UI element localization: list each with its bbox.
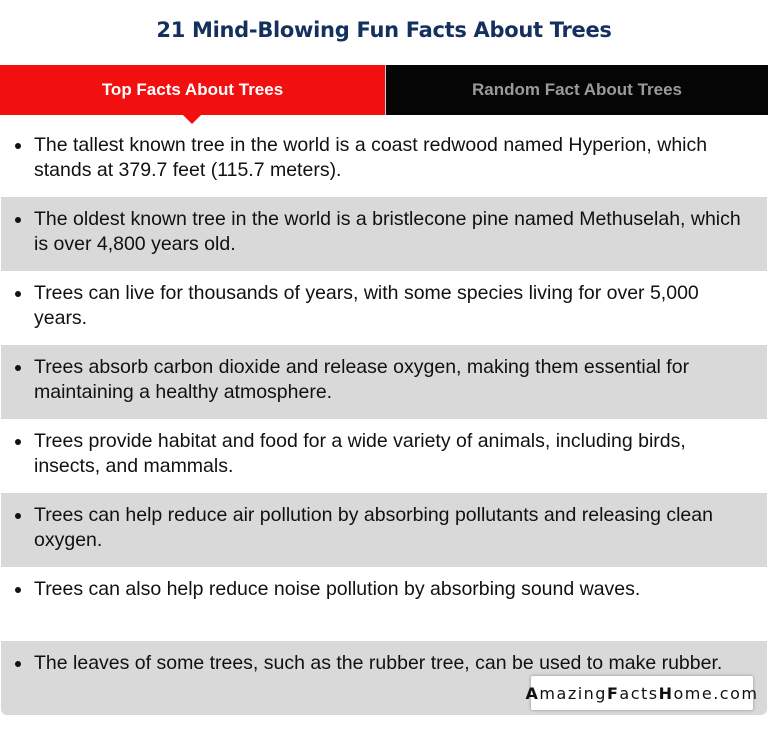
fact-item <box>1 123 767 197</box>
fact-text: Trees can live for thousands of years, with some species living for over 5,000 years. <box>34 282 699 329</box>
bullet-icon <box>15 513 21 519</box>
tab-top-facts-label: Top Facts About Trees <box>101 80 284 99</box>
tab-top-facts[interactable] <box>0 65 385 115</box>
tab-bar <box>0 65 768 115</box>
logo-part: F <box>606 683 620 703</box>
site-logo <box>525 676 759 710</box>
fact-text: Trees provide habitat and food for a wide variety of animals, including birds, insects, and mammals. <box>34 430 686 477</box>
fact-text: The oldest known tree in the world is a bristlecone pine named Methuselah, which is over 4,800 years old. <box>34 208 741 255</box>
fact-item <box>1 493 767 567</box>
page-title: 21 Mind-Blowing Fun Facts About Trees <box>156 18 612 42</box>
fact-text: Trees can also help reduce noise pollution by absorbing sound waves. <box>34 578 641 600</box>
fact-text: The leaves of some trees, such as the rubber tree, can be used to make rubber. <box>34 652 723 674</box>
bullet-icon <box>15 143 21 149</box>
tab-random-fact[interactable] <box>385 65 768 115</box>
fact-item <box>1 345 767 419</box>
logo-part: mazing <box>539 683 607 703</box>
fact-item <box>1 567 767 641</box>
bullet-icon <box>15 291 21 297</box>
facts-list <box>1 123 767 715</box>
bullet-icon <box>15 439 21 445</box>
logo-part: acts <box>619 683 659 703</box>
tab-random-fact-label: Random Fact About Trees <box>471 80 682 99</box>
fact-text: Trees absorb carbon dioxide and release oxygen, making them essential for maintaining a healthy atmosphere. <box>34 356 690 403</box>
bullet-icon <box>15 587 21 593</box>
bullet-icon <box>15 661 21 667</box>
logo-part: H <box>658 683 674 703</box>
fact-item <box>1 271 767 345</box>
bullet-icon <box>15 217 21 223</box>
fact-text: Trees can help reduce air pollution by absorbing pollutants and releasing clean oxygen. <box>34 504 713 551</box>
logo-part: A <box>525 683 540 703</box>
logo-part: ome.com <box>673 683 759 703</box>
fact-text: The tallest known tree in the world is a coast redwood named Hyperion, which stands at 379.7 feet (115.7 meters). <box>34 134 708 181</box>
bullet-icon <box>15 365 21 371</box>
fact-item <box>1 419 767 493</box>
fact-item <box>1 197 767 271</box>
